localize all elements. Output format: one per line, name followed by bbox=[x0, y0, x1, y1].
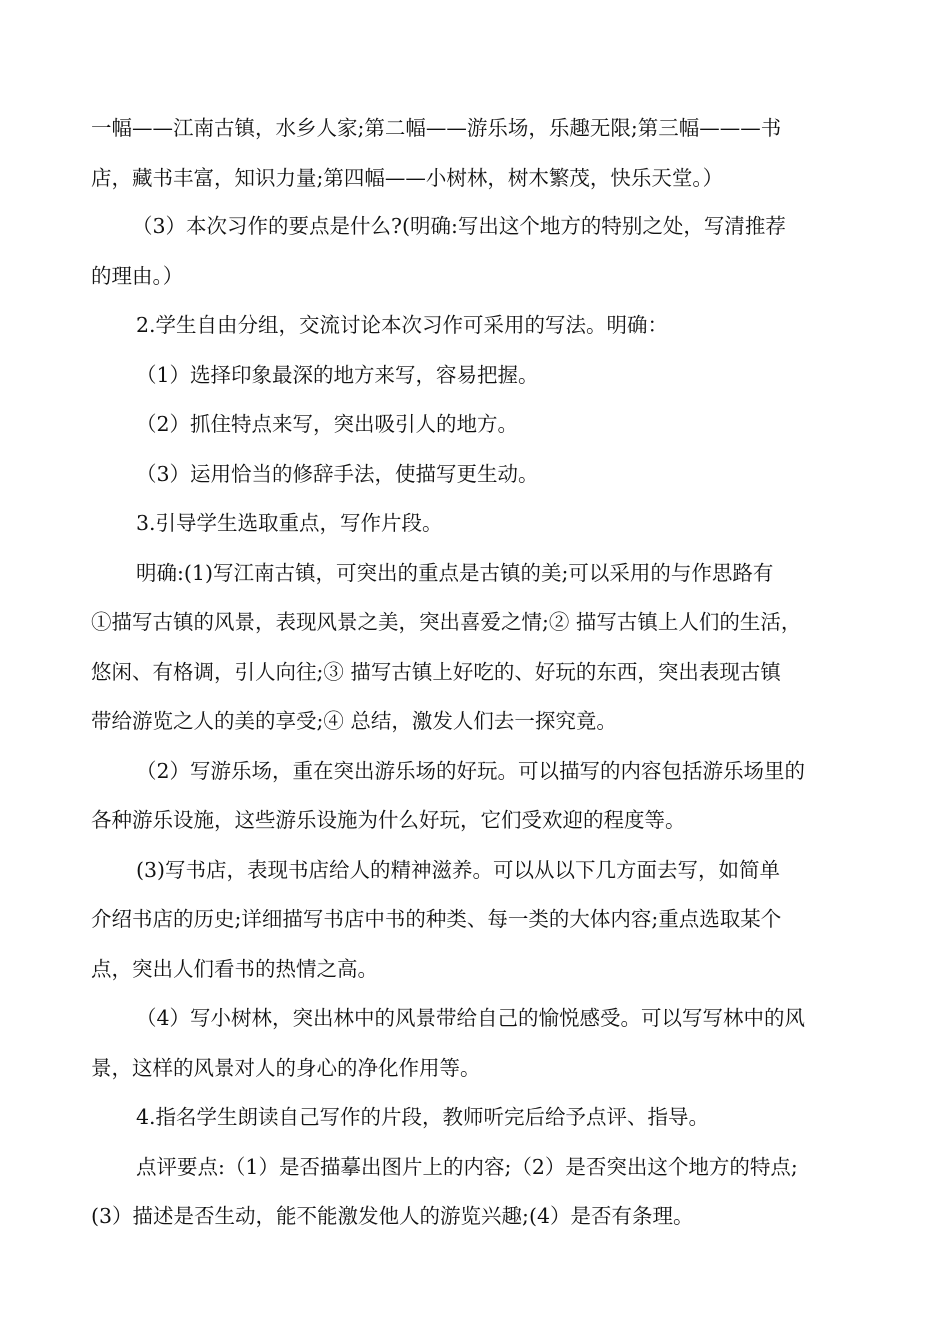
text-line: (3)写书店，表现书店给人的精神滋养。可以从以下几方面去写，如简单 bbox=[136, 858, 781, 882]
text-line: 4.指名学生朗读自己写作的片段，教师听完后给予点评、指导。 bbox=[136, 1105, 710, 1129]
text-line: （4）写小树林，突出林中的风景带给自己的愉悦感受。可以写写林中的风 bbox=[136, 1006, 806, 1030]
text-line: 悠闲、有格调，引人向往;③ 描写古镇上好吃的、好玩的东西，突出表现古镇 bbox=[91, 660, 781, 684]
text-line: 一幅——江南古镇，水乡人家;第二幅——游乐场，乐趣无限;第三幅———书 bbox=[91, 116, 782, 140]
text-line: （1）选择印象最深的地方来写，容易把握。 bbox=[136, 363, 539, 387]
text-line: 介绍书店的历史;详细描写书店中书的种类、每一类的大体内容;重点选取某个 bbox=[91, 907, 782, 931]
text-line: 2.学生自由分组，交流讨论本次习作可采用的写法。明确： bbox=[136, 313, 669, 337]
text-line: （2）抓住特点来写，突出吸引人的地方。 bbox=[136, 412, 519, 436]
text-line: (3）描述是否生动，能不能激发他人的游览兴趣;(4）是否有条理。 bbox=[91, 1204, 694, 1228]
text-line: 带给游览之人的美的享受;④ 总结，激发人们去一探究竟。 bbox=[91, 709, 617, 733]
text-line: 的理由。） bbox=[91, 264, 184, 288]
text-line: 点，突出人们看书的热情之高。 bbox=[91, 957, 378, 981]
text-line: 点评要点:（1）是否描摹出图片上的内容;（2）是否突出这个地方的特点; bbox=[136, 1155, 798, 1179]
text-line: ①描写古镇的风景，表现风景之美，突出喜爱之情;② 描写古镇上人们的生活， bbox=[91, 610, 802, 634]
text-line: 3.引导学生选取重点，写作片段。 bbox=[136, 511, 443, 535]
text-line: 景，这样的风景对人的身心的净化作用等。 bbox=[91, 1056, 481, 1080]
text-line: 各种游乐设施，这些游乐设施为什么好玩，它们受欢迎的程度等。 bbox=[91, 808, 686, 832]
text-line: （3）本次习作的要点是什么?(明确:写出这个地方的特别之处，写清推荐 bbox=[132, 214, 786, 238]
text-line: 明确:(1)写江南古镇，可突出的重点是古镇的美;可以采用的与作思路有 bbox=[136, 561, 774, 585]
text-line: 店，藏书丰富，知识力量;第四幅——小树林，树木繁茂，快乐天堂。） bbox=[91, 166, 724, 190]
text-line: （2）写游乐场，重在突出游乐场的好玩。可以描写的内容包括游乐场里的 bbox=[136, 759, 806, 783]
text-line: （3）运用恰当的修辞手法，使描写更生动。 bbox=[136, 462, 539, 486]
